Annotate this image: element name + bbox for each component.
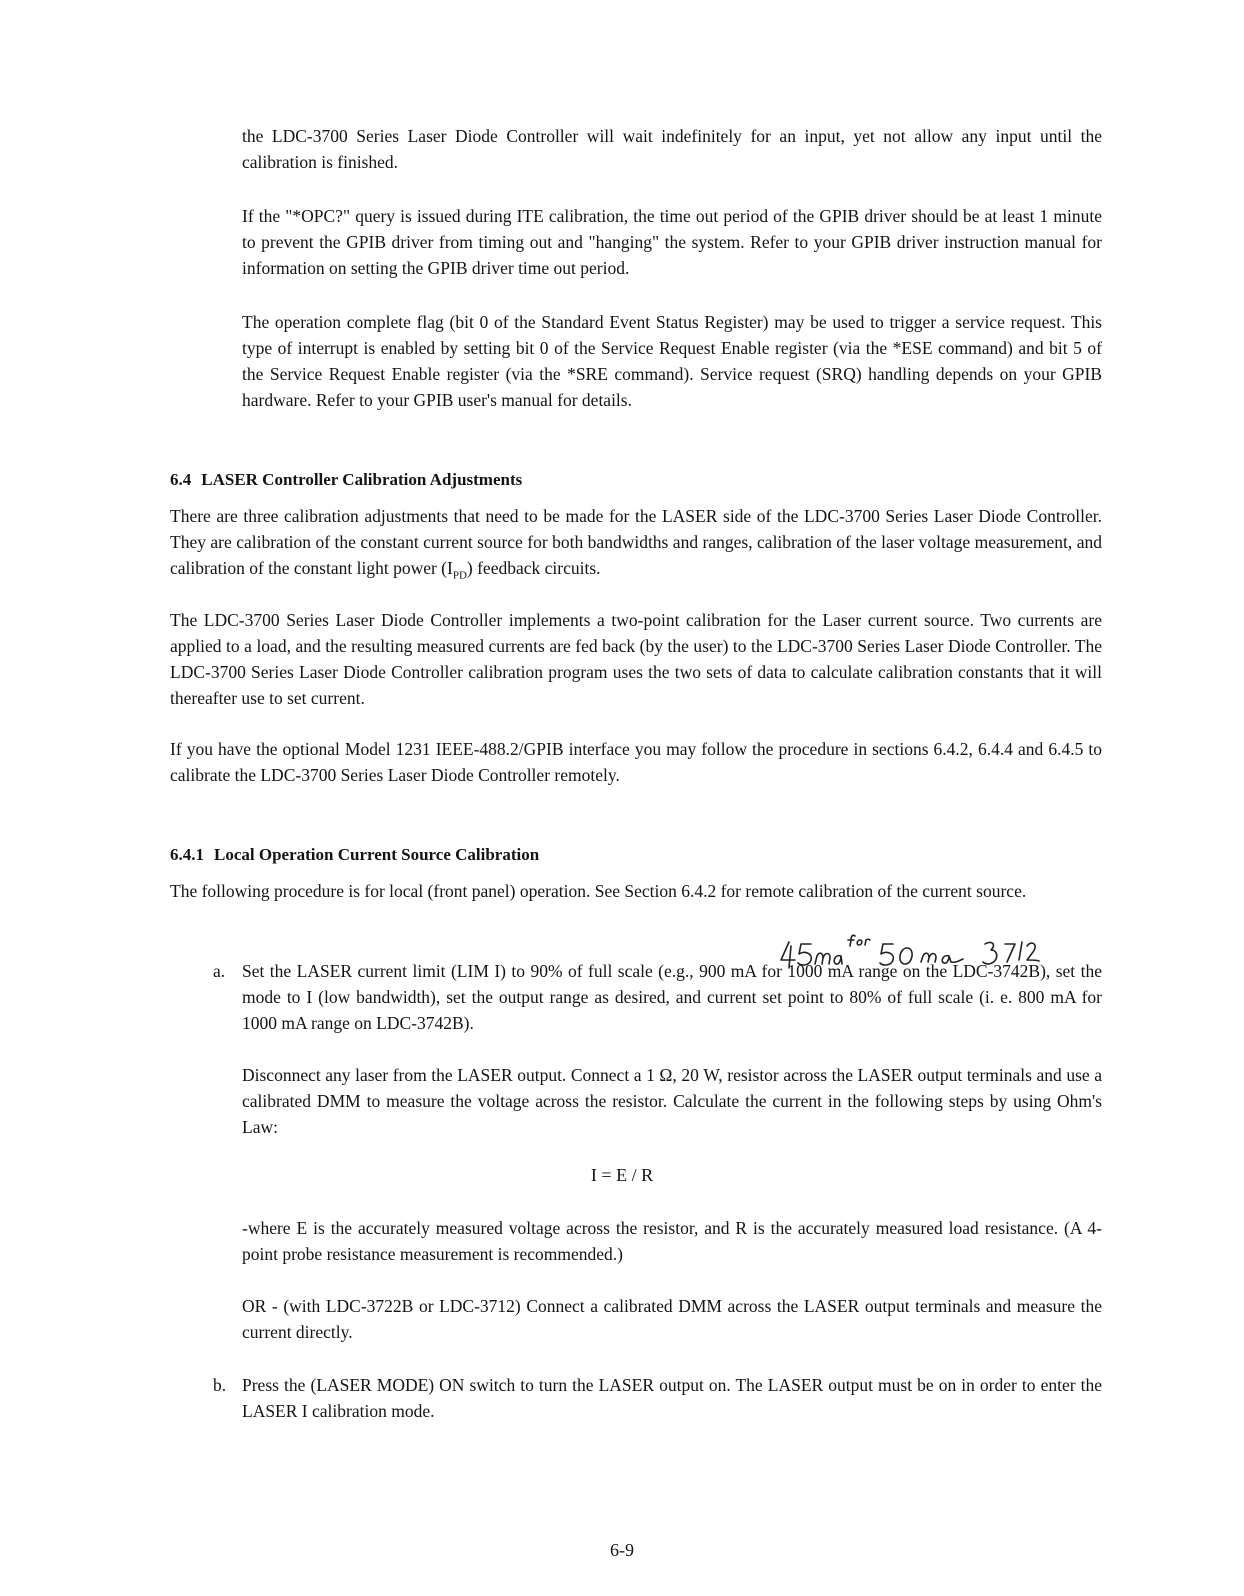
- section-6-4-paragraph-2: The LDC-3700 Series Laser Diode Controller implements a two-point calibration for the Laser current source. Two currents are applied to a load, and the resulting measured currents are fed back (by the user) to the LDC-3700 Series Laser Diode Controller. The LDC-3700 Series Laser Diode Controller calibration program uses the two sets of data to calculate calibration constants that it will thereafter use to set current.: [170, 610, 1102, 708]
- section-6-4-paragraph-3: If you have the optional Model 1231 IEEE-488.2/GPIB interface you may follow the procedure in sections 6.4.2, 6.4.4 and 6.4.5 to calibrate the LDC-3700 Series Laser Diode Controller remotely.: [170, 739, 1102, 785]
- item-b-label: b.: [213, 1375, 227, 1395]
- intro-paragraph-2: If the "*OPC?" query is issued during ITE calibration, the time out period of the GPIB driver should be at least 1 minute to prevent the GPIB driver from timing out and "hanging" the system. Refer to your GPIB driver instruction manual for information on setting the GPIB driver time out period.: [242, 206, 1102, 278]
- section-6-4-1-intro: The following procedure is for local (front panel) operation. See Section 6.4.2 for remote calibration of the current source.: [170, 881, 1027, 901]
- section-number: 6.4: [170, 470, 192, 489]
- item-a-paragraph-4: OR - (with LDC-3722B or LDC-3712) Connect a calibrated DMM across the LASER output terminals and measure the current directly.: [242, 1296, 1102, 1342]
- section-6-4-1-heading: [170, 843, 539, 867]
- item-b-paragraph-1: Press the (LASER MODE) ON switch to turn the LASER output on. The LASER output must be on in order to enter the LASER I calibration mode.: [242, 1375, 1102, 1421]
- item-a-paragraph-3: -where E is the accurately measured voltage across the resistor, and R is the accurately measured load resistance. (A 4-point probe resistance measurement is recommended.): [242, 1218, 1102, 1264]
- intro-paragraph-3: The operation complete flag (bit 0 of the Standard Event Status Register) may be used to trigger a service request. This type of interrupt is enabled by setting bit 0 of the Service Request Enable register (via the *ESE command) and bit 5 of the Service Request Enable register (via the *SRE command). Service request (SRQ) handling depends on your GPIB hardware. Refer to your GPIB user's manual for details.: [242, 312, 1102, 410]
- section-title: LASER Controller Calibration Adjustments: [201, 470, 523, 489]
- page-number: 6-9: [610, 1540, 634, 1560]
- section-6-4-heading: [170, 468, 522, 492]
- section-6-4-paragraph-1: There are three calibration adjustments that need to be made for the LASER side of the LDC-3700 Series Laser Diode Controller. They are calibration of the constant current source for both bandwidths and ranges, calibration of the laser voltage measurement, and calibration of the constant light power $(I_{PD})$ feedback circuits.: [170, 506, 1102, 582]
- subsection-number: 6.4.1: [170, 845, 204, 864]
- item-a-paragraph-2: Disconnect any laser from the LASER output. Connect a 1 Ω, 20 W, resistor across the LASER output terminals and use a calibrated DMM to measure the voltage across the resistor. Calculate the current in the following steps by using Ohm's Law:: [242, 1065, 1102, 1137]
- ohms-law-formula: I = E / R: [590, 1165, 654, 1185]
- item-a-paragraph-1: Set the LASER current limit (LIM I) to 90% of full scale (e.g., 900 mA for 1000 mA range on the LDC-3742B), set the mode to I (low bandwidth), set the output range as desired, and current set point to 80% of full scale (i. e. 800 mA for 1000 mA range on LDC-3742B).: [242, 961, 1102, 1033]
- intro-paragraph-1: the LDC-3700 Series Laser Diode Controller will wait indefinitely for an input, yet not allow any input until the calibration is finished.: [242, 126, 1102, 172]
- subsection-title: Local Operation Current Source Calibration: [214, 845, 540, 864]
- item-a-label: a.: [213, 961, 226, 981]
